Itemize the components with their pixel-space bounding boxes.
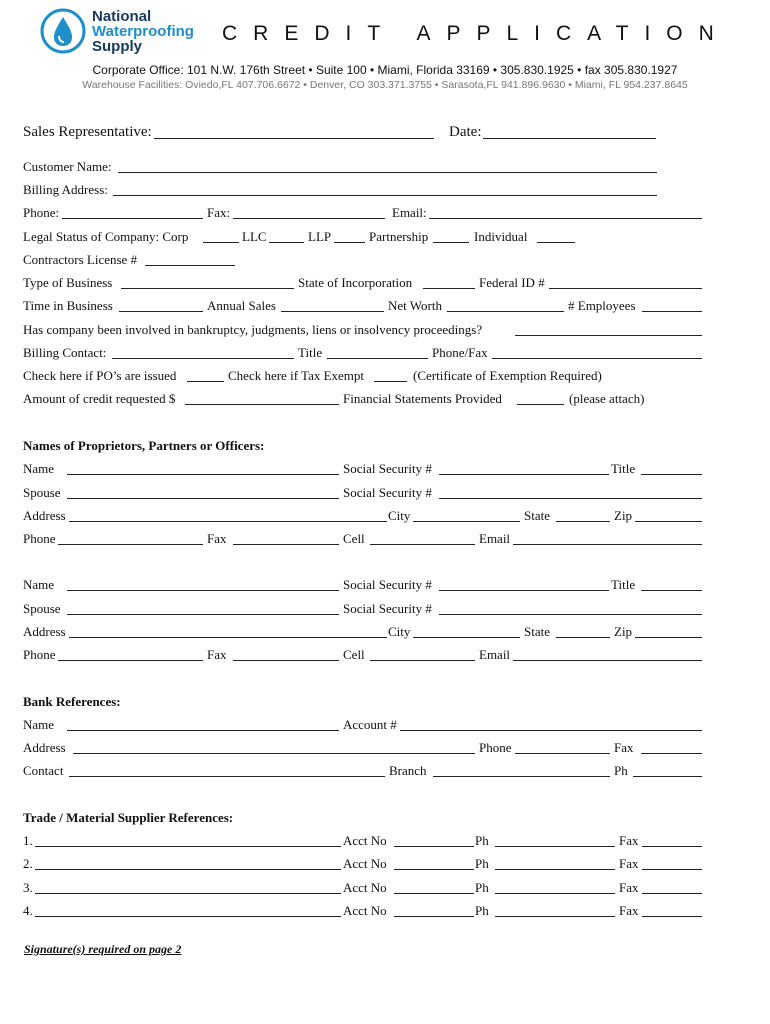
trade-ref-number: 2. <box>23 856 33 871</box>
address-field[interactable] <box>69 521 387 522</box>
proprietor-2-spouse-row <box>23 600 703 618</box>
cell-label: Cell <box>343 647 365 662</box>
proprietor-email-label: Email <box>479 647 511 662</box>
social-security-field[interactable] <box>439 590 609 591</box>
address-label: Address <box>23 624 66 639</box>
partnership-field[interactable] <box>433 242 469 243</box>
state-field[interactable] <box>556 521 610 522</box>
financial-statements-field[interactable] <box>517 404 564 405</box>
state-of-incorporation-label: State of Incorporation <box>298 275 413 290</box>
please-attach-note: (please attach) <box>569 391 645 406</box>
amount-credit-field[interactable] <box>185 404 339 405</box>
trade-ref-name-field[interactable] <box>35 893 341 894</box>
billing-address-label: Billing Address: <box>23 182 108 197</box>
email-label: Email: <box>392 205 427 220</box>
corporate-office-line: Corporate Office: 101 N.W. 176th Street • Suite 100 • Miami, Florida 33169 • 305.830.1925 • fax 305.830.1927 <box>92 63 678 77</box>
bank-ph-label: Ph <box>614 763 628 778</box>
spouse-social-security-field[interactable] <box>439 614 702 615</box>
billing-contact-label: Billing Contact: <box>23 345 107 360</box>
net-worth-label: Net Worth <box>388 298 442 313</box>
bank-fax-label: Fax <box>614 740 634 755</box>
billing-title-field[interactable] <box>327 358 428 359</box>
proprietor-fax-label: Fax <box>207 647 227 662</box>
warehouse-facilities-line: Warehouse Facilities: Oviedo,FL 407.706.6672 • Denver, CO 303.371.3755 • Sarasota,FL 941.896.9630 • Miami, FL 954.237.8645 <box>82 79 688 91</box>
city-field[interactable] <box>413 637 520 638</box>
state-of-incorporation-field[interactable] <box>423 288 475 289</box>
trade-reference-row <box>23 832 703 850</box>
llp-label: LLP <box>308 229 332 244</box>
type-of-business-label: Type of Business <box>23 275 113 290</box>
spouse-social-security-label: Social Security # <box>343 601 432 616</box>
bank-phone-field[interactable] <box>515 753 610 754</box>
proprietor-1-spouse-row <box>23 484 703 502</box>
type-of-business-row <box>23 274 703 292</box>
trade-ref-name-field[interactable] <box>35 869 341 870</box>
fax-field[interactable] <box>233 218 385 219</box>
acct-no-label: Acct No <box>343 856 387 871</box>
phone-field[interactable] <box>62 218 203 219</box>
employees-field[interactable] <box>642 311 702 312</box>
proprietor-name-field[interactable] <box>67 590 339 591</box>
logo-line-2: Waterproofing <box>92 23 194 40</box>
certificate-note: (Certificate of Exemption Required) <box>413 368 602 383</box>
phone-fax-label: Phone/Fax <box>432 345 488 360</box>
trade-ref-name-field[interactable] <box>35 846 341 847</box>
customer-name-row <box>23 158 703 176</box>
spouse-field[interactable] <box>67 614 339 615</box>
logo-line-1: National <box>92 8 152 25</box>
trade-references-heading: Trade / Material Supplier References: <box>23 810 234 825</box>
spouse-label: Spouse <box>23 601 61 616</box>
billing-address-row <box>23 181 703 199</box>
acct-no-field[interactable] <box>394 893 474 894</box>
net-worth-field[interactable] <box>447 311 564 312</box>
social-security-label: Social Security # <box>343 461 432 476</box>
social-security-label: Social Security # <box>343 577 432 592</box>
proprietor-title-label: Title <box>611 577 636 592</box>
trade-fax-field[interactable] <box>642 893 702 894</box>
bank-phone-label: Phone <box>479 740 512 755</box>
sales-rep-field[interactable] <box>154 138 434 139</box>
sales-rep-row <box>23 122 703 142</box>
credit-amount-row <box>23 390 703 408</box>
proprietor-fax-field[interactable] <box>233 544 339 545</box>
proprietors-heading: Names of Proprietors, Partners or Officers: <box>23 438 265 453</box>
proprietor-phone-field[interactable] <box>58 660 203 661</box>
trade-fax-field[interactable] <box>642 916 702 917</box>
bankruptcy-row <box>23 321 703 339</box>
trade-ph-field[interactable] <box>495 869 615 870</box>
acct-no-label: Acct No <box>343 880 387 895</box>
sales-rep-label: Sales Representative: <box>23 124 152 140</box>
annual-sales-label: Annual Sales <box>207 298 276 313</box>
fax-label: Fax: <box>207 205 231 220</box>
type-of-business-field[interactable] <box>121 288 294 289</box>
date-label: Date: <box>449 124 482 140</box>
billing-title-label: Title <box>298 345 323 360</box>
trade-fax-field[interactable] <box>642 846 702 847</box>
billing-address-field[interactable] <box>113 195 657 196</box>
individual-field[interactable] <box>537 242 575 243</box>
bank-account-label: Account # <box>343 717 397 732</box>
trade-ref-number: 4. <box>23 903 33 918</box>
trade-fax-label: Fax <box>619 856 639 871</box>
trade-ref-number: 1. <box>23 833 33 848</box>
trade-reference-row <box>23 855 703 873</box>
annual-sales-field[interactable] <box>281 311 384 312</box>
bank-address-row <box>23 739 703 757</box>
trade-ph-field[interactable] <box>495 893 615 894</box>
trade-fax-label: Fax <box>619 880 639 895</box>
po-tax-exempt-row <box>23 367 703 385</box>
time-in-business-label: Time in Business <box>23 298 113 313</box>
financial-statements-label: Financial Statements Provided <box>343 391 502 406</box>
contractors-license-row <box>23 251 703 269</box>
email-field[interactable] <box>429 218 702 219</box>
city-label: City <box>388 508 411 523</box>
cell-field[interactable] <box>370 544 475 545</box>
corp-field[interactable] <box>203 242 239 243</box>
phone-fax-email-row <box>23 204 703 222</box>
proprietor-name-field[interactable] <box>67 474 339 475</box>
city-field[interactable] <box>413 521 520 522</box>
trade-ph-label: Ph <box>475 903 489 918</box>
check-po-field[interactable] <box>187 381 224 382</box>
bankruptcy-field[interactable] <box>515 335 702 336</box>
contractors-license-label: Contractors License # <box>23 252 138 267</box>
trade-ph-label: Ph <box>475 856 489 871</box>
acct-no-field[interactable] <box>394 916 474 917</box>
acct-no-label: Acct No <box>343 903 387 918</box>
proprietor-name-label: Name <box>23 577 55 592</box>
trade-fax-field[interactable] <box>642 869 702 870</box>
trade-reference-row <box>23 902 703 920</box>
check-tax-exempt-label: Check here if Tax Exempt <box>228 368 365 383</box>
llp-field[interactable] <box>334 242 365 243</box>
acct-no-label: Acct No <box>343 833 387 848</box>
bank-ph-field[interactable] <box>633 776 702 777</box>
proprietor-title-label: Title <box>611 461 636 476</box>
bank-name-row <box>23 716 703 734</box>
phone-fax-field[interactable] <box>492 358 702 359</box>
zip-field[interactable] <box>635 521 702 522</box>
customer-name-label: Customer Name: <box>23 159 112 174</box>
acct-no-field[interactable] <box>394 869 474 870</box>
proprietor-title-field[interactable] <box>641 474 702 475</box>
state-field[interactable] <box>556 637 610 638</box>
bank-address-field[interactable] <box>73 753 475 754</box>
water-drop-logo-icon <box>40 8 86 54</box>
proprietor-2-address-row <box>23 623 703 641</box>
proprietor-1-name-row <box>23 460 703 478</box>
acct-no-field[interactable] <box>394 846 474 847</box>
amount-credit-label: Amount of credit requested $ <box>23 391 176 406</box>
trade-ph-label: Ph <box>475 833 489 848</box>
social-security-field[interactable] <box>439 474 609 475</box>
trade-ref-name-field[interactable] <box>35 916 341 917</box>
bank-fax-field[interactable] <box>641 753 702 754</box>
llc-label: LLC <box>242 229 267 244</box>
billing-contact-row <box>23 344 703 362</box>
bank-address-label: Address <box>23 740 66 755</box>
zip-field[interactable] <box>635 637 702 638</box>
proprietor-email-label: Email <box>479 531 511 546</box>
state-label: State <box>524 508 550 523</box>
proprietor-email-field[interactable] <box>513 660 702 661</box>
zip-label: Zip <box>614 508 633 523</box>
spouse-field[interactable] <box>67 498 339 499</box>
phone-label: Phone: <box>23 205 60 220</box>
signature-required-note: Signature(s) required on page 2 <box>24 942 182 956</box>
proprietor-phone-field[interactable] <box>58 544 203 545</box>
logo-wordmark <box>92 9 194 54</box>
bank-contact-row <box>23 762 703 780</box>
trade-fax-label: Fax <box>619 903 639 918</box>
proprietor-fax-field[interactable] <box>233 660 339 661</box>
time-in-business-row <box>23 297 703 315</box>
federal-id-label: Federal ID # <box>479 275 545 290</box>
proprietor-email-field[interactable] <box>513 544 702 545</box>
trade-ph-field[interactable] <box>495 916 615 917</box>
proprietor-2-name-row <box>23 576 703 594</box>
bank-account-field[interactable] <box>400 730 702 731</box>
proprietor-fax-label: Fax <box>207 531 227 546</box>
proprietor-1-address-row <box>23 507 703 525</box>
llc-field[interactable] <box>269 242 304 243</box>
bank-contact-field[interactable] <box>69 776 385 777</box>
trade-reference-row <box>23 879 703 897</box>
check-tax-exempt-field[interactable] <box>374 381 407 382</box>
proprietor-1-phone-row <box>23 530 703 548</box>
cell-field[interactable] <box>370 660 475 661</box>
proprietor-name-label: Name <box>23 461 55 476</box>
contractors-license-field[interactable] <box>145 265 235 266</box>
federal-id-field[interactable] <box>549 288 702 289</box>
document-title: CREDIT APPLICATION <box>222 22 730 45</box>
time-in-business-field[interactable] <box>119 311 203 312</box>
bank-branch-label: Branch <box>389 763 427 778</box>
trade-ph-label: Ph <box>475 880 489 895</box>
individual-label: Individual <box>474 229 528 244</box>
company-logo <box>40 8 210 58</box>
bank-references-heading: Bank References: <box>23 694 121 709</box>
spouse-social-security-label: Social Security # <box>343 485 432 500</box>
bank-contact-label: Contact <box>23 763 64 778</box>
bank-name-label: Name <box>23 717 55 732</box>
city-label: City <box>388 624 411 639</box>
proprietor-2-phone-row <box>23 646 703 664</box>
spouse-social-security-field[interactable] <box>439 498 702 499</box>
zip-label: Zip <box>614 624 633 639</box>
state-label: State <box>524 624 550 639</box>
legal-status-corp-label: Legal Status of Company: Corp <box>23 229 189 244</box>
address-label: Address <box>23 508 66 523</box>
proprietor-phone-label: Phone <box>23 647 56 662</box>
employees-label: # Employees <box>568 298 636 313</box>
proprietor-title-field[interactable] <box>641 590 702 591</box>
customer-name-field[interactable] <box>118 172 657 173</box>
check-po-label: Check here if PO’s are issued <box>23 368 177 383</box>
logo-line-3: Supply <box>92 38 143 55</box>
trade-ph-field[interactable] <box>495 846 615 847</box>
bank-name-field[interactable] <box>67 730 339 731</box>
date-field[interactable] <box>483 138 656 139</box>
spouse-label: Spouse <box>23 485 61 500</box>
cell-label: Cell <box>343 531 365 546</box>
trade-ref-number: 3. <box>23 880 33 895</box>
trade-fax-label: Fax <box>619 833 639 848</box>
bank-branch-field[interactable] <box>433 776 610 777</box>
billing-contact-field[interactable] <box>112 358 294 359</box>
legal-status-row <box>23 228 703 246</box>
proprietor-phone-label: Phone <box>23 531 56 546</box>
partnership-label: Partnership <box>369 229 429 244</box>
address-field[interactable] <box>69 637 387 638</box>
bankruptcy-question-label: Has company been involved in bankruptcy, judgments, liens or insolvency proceedings? <box>23 322 483 337</box>
